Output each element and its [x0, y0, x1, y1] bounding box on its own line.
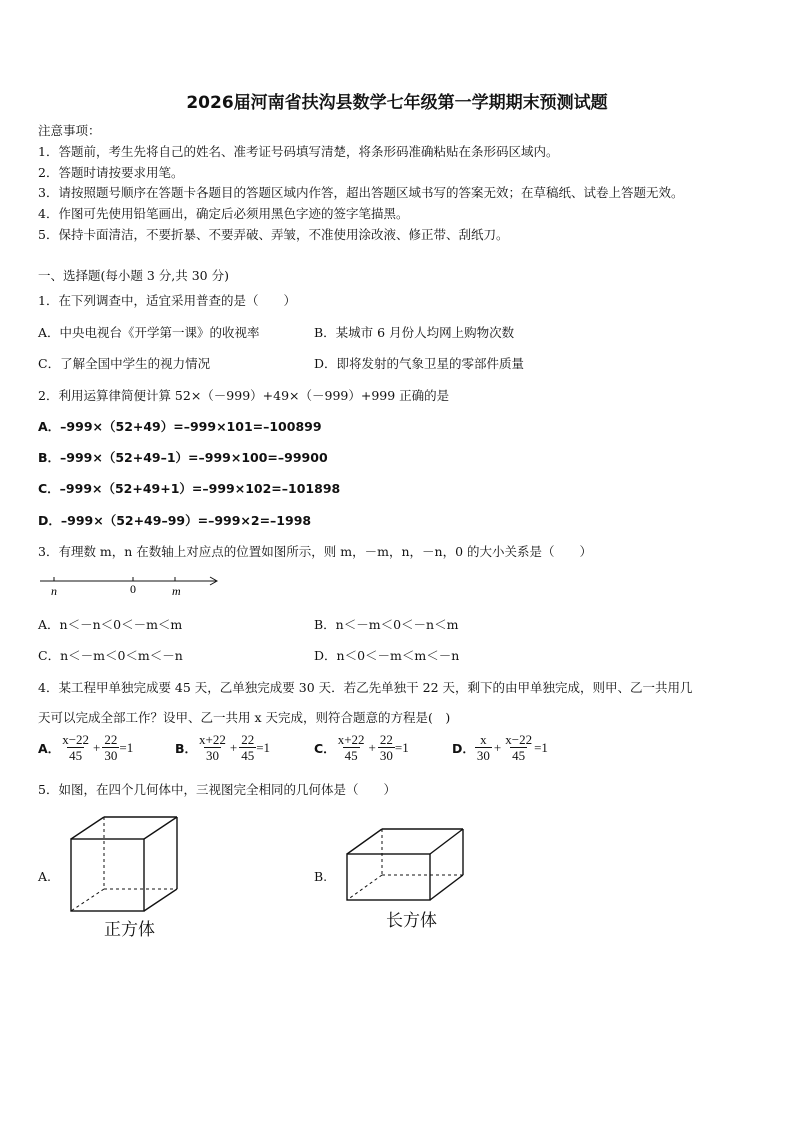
section-heading: 一、选择题(每小题 3 分,共 30 分): [38, 268, 229, 283]
question-stem: 5．如图，在四个几何体中，三视图完全相同的几何体是（ ）: [38, 782, 396, 797]
option-label: B．: [175, 740, 198, 756]
cube-figure: [66, 814, 186, 914]
notice-item: 2．答题时请按要求用笔。: [38, 165, 184, 180]
option-b: B． $\frac{x+22}{30}$ + $\frac{22}{45}$ =1: [175, 732, 271, 763]
option-d: D．–999×（52+49–99）=–999×2=–1998: [38, 513, 312, 528]
fraction: $\frac{x+22}{30}$: [199, 732, 226, 763]
notice-item: 5．保持卡面清洁，不要折暴、不要弄破、弄皱，不准使用涂改液、修正带、刮纸刀。: [38, 227, 509, 242]
option-a: A．n＜－n＜0＜－m＜m: [38, 617, 183, 632]
option-d: D． $\frac{x}{30}$ + $\frac{x-22}{45}$ =1: [452, 732, 548, 763]
number-line-figure: [38, 572, 223, 600]
fraction: $\frac{22}{45}$: [241, 732, 255, 763]
option-a: A．–999×（52+49）=–999×101=–100899: [38, 419, 322, 434]
notice-item: 4．作图可先使用铅笔画出，确定后必须用黑色字迹的签字笔描黑。: [38, 206, 409, 221]
option-d: D．n＜0＜－m＜m＜－n: [314, 648, 460, 663]
cuboid-front-face: [347, 854, 430, 900]
page-title: 2026届河南省扶沟县数学七年级第一学期期末预测试题: [186, 93, 608, 113]
fraction: $\frac{x+22}{45}$: [337, 732, 365, 763]
option-label: A．: [38, 740, 61, 756]
option-label: D．: [452, 740, 475, 756]
question-stem-line2: 天可以完成全部工作？设甲、乙一共用 x 天完成，则符合题意的方程是( ): [38, 710, 451, 725]
notice-item: 1．答题前，考生先将自己的姓名、准考证号码填写清楚，将条形码准确粘贴在条形码区域内。: [38, 144, 559, 159]
option-b: B．n＜－m＜0＜－n＜m: [314, 617, 459, 632]
option-b: B．某城市 6 月份人均网上购物次数: [314, 325, 515, 340]
option-a: A．中央电视台《开学第一课》的收视率: [38, 325, 260, 340]
option-c: C． $\frac{x+22}{45}$ + $\frac{22}{30}$ =1: [314, 732, 409, 763]
option-c: C．n＜－m＜0＜m＜－n: [38, 648, 183, 663]
fraction: $\frac{x-22}{45}$: [62, 732, 90, 763]
question-stem: 3．有理数 m，n 在数轴上对应点的位置如图所示，则 m，－m，n，－n，0 的大小关系是（ ）: [38, 544, 593, 559]
question-stem-line1: 4．某工程甲单独完成要 45 天，乙单独完成要 30 天．若乙先单独干 22 天，剩下的由甲单独完成，则甲、乙一共用几: [38, 680, 693, 695]
notice-item: 3．请按照题号顺序在答题卡各题目的答题区域内作答，超出答题区域书写的答案无效；在草稿纸、试卷上答题无效。: [38, 185, 684, 200]
question-stem: 2．利用运算律简便计算 52×（－999）+49×（－999）+999 正确的是: [38, 388, 450, 403]
fraction: $\frac{x}{30}$: [476, 732, 490, 763]
label-n: n: [51, 584, 57, 598]
cube-caption: 正方体: [104, 920, 155, 940]
question-stem: 1．在下列调查中，适宜采用普查的是（ ）: [38, 293, 296, 308]
option-c: C．–999×（52+49+1）=–999×102=–101898: [38, 481, 341, 496]
option-a-label: A.: [38, 869, 52, 884]
cube-front-face: [71, 839, 144, 911]
option-a: A． $\frac{x-22}{45}$ + $\frac{22}{30}$ =1: [38, 732, 134, 763]
cuboid-hidden-edges: [347, 829, 463, 900]
label-zero: 0: [130, 582, 136, 596]
fraction: $\frac{x-22}{45}$: [505, 732, 533, 763]
option-b: B．–999×（52+49–1）=–999×100=–99900: [38, 450, 328, 465]
cube-hidden-edges: [71, 817, 177, 911]
option-label: C．: [314, 740, 336, 756]
fraction: $\frac{22}{30}$: [379, 732, 393, 763]
option-c: C．了解全国中学生的视力情况: [38, 356, 211, 371]
cuboid-figure: [342, 826, 468, 904]
label-m: m: [172, 584, 181, 598]
option-d: D．即将发射的气象卫星的零部件质量: [314, 356, 525, 371]
cuboid-caption: 长方体: [386, 911, 437, 931]
notice-heading: 注意事项：: [38, 123, 101, 138]
option-b-label: B.: [314, 869, 328, 884]
fraction: $\frac{22}{30}$: [104, 732, 118, 763]
